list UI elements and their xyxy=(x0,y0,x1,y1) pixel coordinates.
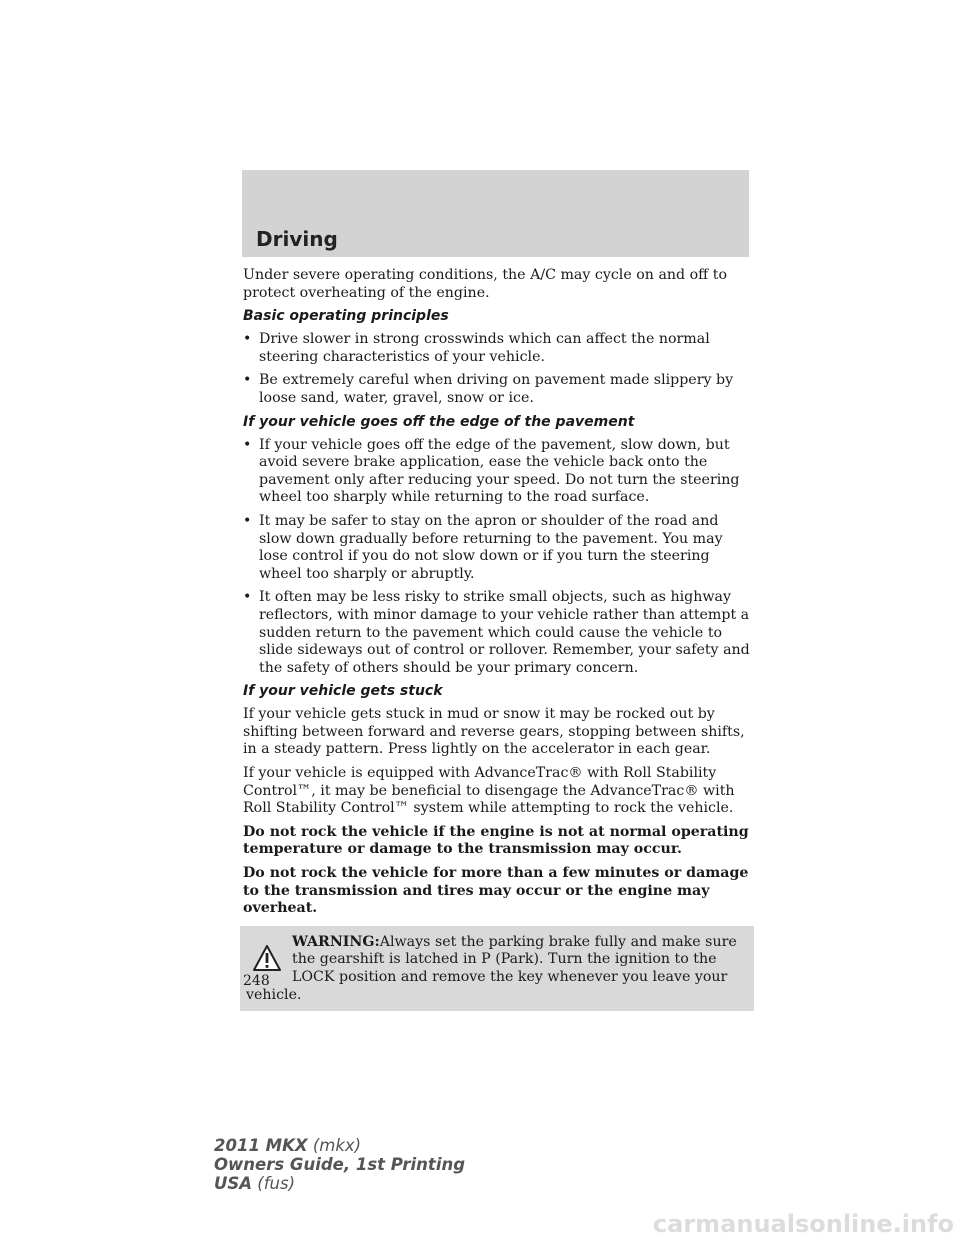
list-item: • Drive slower in strong crosswinds which can affect the normal steering characteristics of your vehicle. xyxy=(243,331,710,365)
stuck-caution-1: Do not rock the vehicle if the engine is not at normal operating temperature or damage to the transmission may occur. xyxy=(243,823,749,858)
page-number: 248 xyxy=(243,973,270,989)
bullet-icon: • xyxy=(243,372,252,389)
stuck-heading: If your vehicle gets stuck xyxy=(243,683,443,700)
section-title: Driving xyxy=(256,227,338,251)
watermark: carmanualsonline.info xyxy=(652,1210,954,1238)
list-item: • It often may be less risky to strike small objects, such as highway reflectors, with minor damage to your vehicle rather than attempt a sudden return to the pavement which could cause the vehicle to slide sideways out of control or rollover. Remember, your safety and the safety of others should be your primary concern. xyxy=(243,589,750,676)
warning-label: WARNING: xyxy=(292,933,380,950)
bullet-icon: • xyxy=(243,331,252,348)
warning-box xyxy=(240,926,754,1011)
warning-text: Always set the parking brake fully and make sure the gearshift is latched in P (Park). Turn the ignition to the LOCK position and remove the key whenever you leave your vehicle. xyxy=(246,933,737,1003)
bullet-icon: • xyxy=(243,589,252,606)
section-header xyxy=(242,170,749,257)
intro-paragraph: Under severe operating conditions, the A/C may cycle on and off to protect overheating of the engine. xyxy=(243,267,728,301)
list-item: • Be extremely careful when driving on pavement made slippery by loose sand, water, gravel, snow or ice. xyxy=(243,372,734,406)
stuck-paragraph-1: If your vehicle gets stuck in mud or snow it may be rocked out by shifting between forward and reverse gears, stopping between shifts, in a steady pattern. Press lightly on the accelerator in each gear. xyxy=(243,706,745,758)
off-edge-list xyxy=(243,437,751,678)
footer-line-1: 2011 MKX (mkx) xyxy=(214,1136,362,1155)
footer-line-3: USA (fus) xyxy=(214,1174,296,1193)
list-item: • If your vehicle goes off the edge of the pavement, slow down, but avoid severe brake application, ease the vehicle back onto the pavement only after reducing your speed. Do not turn the steering wheel too sharply while returning to the road surface. xyxy=(243,436,740,506)
list-item: • It may be safer to stay on the apron or shoulder of the road and slow down gradually before returning to the pavement. You may lose control if you do not slow down or if you turn the steering wheel too sharply or abruptly. xyxy=(243,512,723,582)
footer-line-2: Owners Guide, 1st Printing xyxy=(214,1155,466,1174)
stuck-caution-2: Do not rock the vehicle for more than a few minutes or damage to the transmission and tires may occur or the engine may overheat. xyxy=(243,865,749,917)
basic-principles-heading: Basic operating principles xyxy=(243,308,449,325)
bullet-icon: • xyxy=(243,436,252,453)
warning-triangle-icon xyxy=(252,944,282,972)
off-edge-heading: If your vehicle goes off the edge of the pavement xyxy=(243,413,635,430)
basic-principles-list xyxy=(243,331,751,407)
page-content xyxy=(243,267,751,1011)
document-footer xyxy=(214,1136,465,1193)
stuck-paragraph-2: If your vehicle is equipped with AdvanceTrac® with Roll Stability Control™, it may be beneficial to disengage the AdvanceTrac® with Roll Stability Control™ system while attempting to rock the vehicle. xyxy=(243,765,735,817)
bullet-icon: • xyxy=(243,512,252,529)
